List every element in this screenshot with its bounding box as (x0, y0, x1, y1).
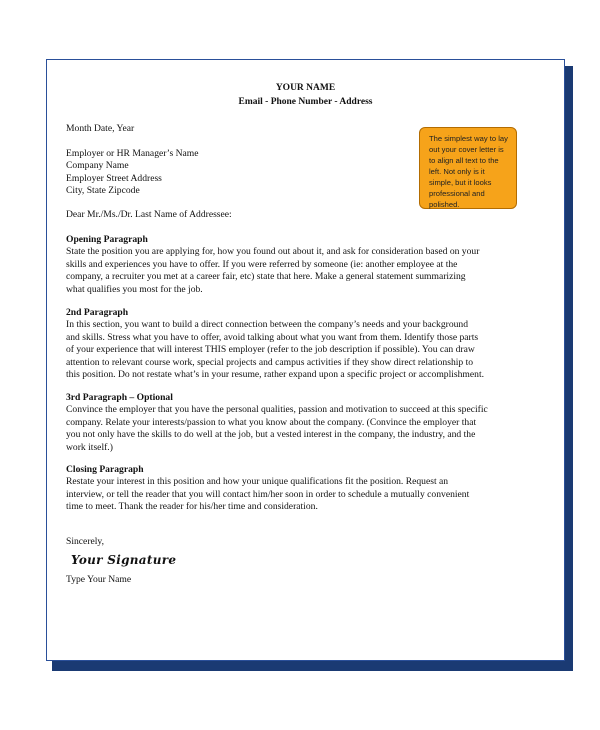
paragraph-heading: Opening Paragraph (66, 234, 148, 245)
third-paragraph (66, 392, 526, 454)
paragraph-line: time to meet. Thank the reader for his/her time and consideration. (66, 501, 318, 513)
paragraph-line: Convince the employer that you have the personal qualities, passion and motivation to succeed at this specific (66, 404, 488, 416)
signature: Your Signature (71, 553, 177, 567)
recipient-line: Employer or HR Manager’s Name (66, 148, 199, 159)
recipient-line: Company Name (66, 160, 129, 172)
paragraph-line: skills and experiences you have to offer. If you were referred by someone (ie: another employee at the (66, 258, 458, 270)
paragraph-line: company. Relate your interests/passion to what you know about the company. (Convince the employer that (66, 416, 477, 428)
tip-callout: The simplest way to lay out your cover letter is to align all text to the left. Not only is it simple, but it looks professional and polished. (419, 127, 517, 209)
letter-date: Month Date, Year (66, 123, 135, 134)
paragraph-line: State the position you are applying for, how you found out about it, and ask for consideration based on your (66, 246, 480, 258)
closing-paragraph (66, 464, 526, 514)
paragraph-heading: Closing Paragraph (66, 464, 144, 475)
recipient-line: Employer Street Address (66, 172, 162, 184)
paragraph-line: this position. Do not restate what’s in your resume, rather expand upon a specific project or accomplishment. (66, 369, 485, 381)
opening-paragraph (66, 234, 526, 296)
paragraph-line: In this section, you want to build a direct connection between the company’s needs and your background (66, 319, 469, 331)
paragraph-heading: 2nd Paragraph (66, 307, 129, 318)
typed-name: Type Your Name (66, 574, 132, 585)
letter-page (46, 59, 565, 661)
second-paragraph (66, 307, 526, 381)
paragraph-line: of your experience that will interest THIS employer (refer to the job description if possible). You can draw (66, 344, 475, 356)
paragraph-line: and skills. Stress what you have to offer, avoid talking about what you want from them. Identify those parts (66, 331, 479, 343)
sender-contact: Email - Phone Number - Address (238, 97, 373, 107)
paragraph-line: attention to relevant course work, special projects and campus activities if they show direct relationship to (66, 356, 474, 368)
recipient-line: City, State Zipcode (66, 185, 140, 197)
paragraph-line: you not only have the skills to do well at the job, but a vested interest in the company, the industry, and the (66, 429, 476, 441)
paragraph-line: company, a recruiter you met at a career fair, etc) state that here. Make a general statement summarizing (66, 271, 466, 283)
salutation: Dear Mr./Ms./Dr. Last Name of Addressee: (66, 209, 232, 220)
closing: Sincerely, (66, 536, 105, 547)
sender-name: YOUR NAME (275, 83, 336, 93)
paragraph-line: interview, or tell the reader that you will contact him/her soon in order to schedule a mutually convenient (66, 488, 470, 500)
paragraph-line: work itself.) (66, 441, 113, 453)
paragraph-heading: 3rd Paragraph – Optional (66, 392, 173, 403)
paragraph-line: what qualifies you most for the job. (66, 283, 203, 295)
paragraph-line: Restate your interest in this position and how your unique qualifications fit the position. Request an (66, 476, 449, 488)
